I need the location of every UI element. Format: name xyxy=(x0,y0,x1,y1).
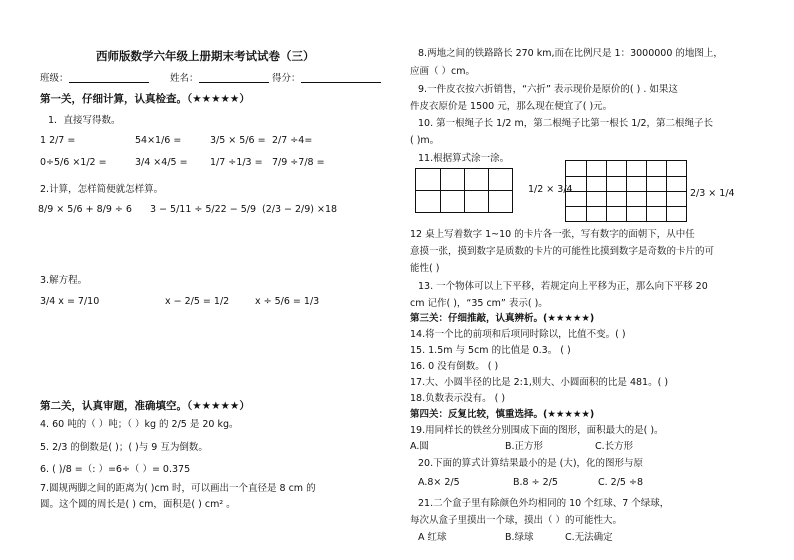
q11-expression-2: 2/3 × 1/4 xyxy=(690,188,735,199)
grid-divider xyxy=(566,176,686,177)
section-3-heading: 第三关：仔细推敲，认真辨析。(★★★★★) xyxy=(410,313,595,324)
q9-text-line-2: 件皮衣原价是 1500 元，那么现在便宜了( )元。 xyxy=(410,101,613,112)
q19-option-c: C.长方形 xyxy=(595,441,634,452)
q6-text: 6. ( )/8 =（: ）=6÷（ ）= 0.375 xyxy=(40,464,191,475)
tf-item-15: 15. 1.5m 与 5cm 的比值是 0.3。 ( ) xyxy=(410,345,571,356)
q2-label: 2.计算，怎样简便就怎样算。 xyxy=(40,184,164,195)
tf-item-17: 17.大、小圆半径的比是 2:1,则大、小圆面积的比是 481。( ) xyxy=(410,377,669,388)
q1-item-4: 2/7 ÷4= xyxy=(272,135,313,146)
q2-expr-1: 8/9 × 5/6 + 8/9 ÷ 6 xyxy=(38,204,132,215)
q7-text-line-2: 圆。这个圆的周长是( ) cm，面积是( ) cm² 。 xyxy=(40,499,236,510)
q8-text-line-2: 应画（ ）cm。 xyxy=(410,66,475,77)
q21-option-c: C.无法确定 xyxy=(565,532,613,543)
q21-text-line-2: 每次从盒子里摸出一个球，摸出（ ）的可能性大。 xyxy=(410,515,623,526)
name-field: 姓名： xyxy=(170,72,269,85)
q1-item-1: 1 2/7 = xyxy=(40,135,76,146)
q2-expr-3: (2/3 − 2/9) ×18 xyxy=(262,204,338,215)
q3-eq-2: x − 2/5 = 1/2 xyxy=(165,296,230,307)
section-4-heading: 第四关：反复比较，慎重选择。(★★★★★) xyxy=(410,409,595,420)
tf-item-14: 14.将一个比的前项和后项同时除以，比值不变。( ) xyxy=(410,329,626,340)
grid-divider xyxy=(566,191,686,192)
q1-item-8: 7/9 ÷7/8 = xyxy=(272,157,325,168)
q20-option-a: A.8× 2/5 xyxy=(418,477,460,488)
q13-text-line-1: 13. 一个物体可以上下平移，若规定向上平移为正，那么向下平移 20 xyxy=(418,281,708,292)
q8-text-line-1: 8.两地之间的铁路路长 270 km,而在比例尺是 1：3000000 的地图上， xyxy=(418,48,723,59)
q12-text-line-3: 能性( ) xyxy=(410,263,440,274)
q3-eq-3: x ÷ 5/6 = 1/3 xyxy=(255,296,320,307)
q20-option-b: B.8 ÷ 2/5 xyxy=(513,477,558,488)
grid-divider xyxy=(566,206,686,207)
q9-text-line-1: 9.一件皮衣按六折销售，“六折” 表示现价是原价的( ) . 如果这 xyxy=(418,84,678,95)
class-field: 班级： xyxy=(40,72,149,85)
q3-label: 3.解方程。 xyxy=(40,275,88,286)
q12-text-line-2: 意摸一张，摸到数字是质数的卡片的可能性比摸到数字是奇数的卡片的可 xyxy=(410,246,715,257)
q10-text-line-1: 10. 第一根绳子长 1/2 m，第二根绳子比第一根长 1/2，第二根绳子长 xyxy=(418,118,714,129)
q21-option-b: B.绿球 xyxy=(505,532,534,543)
section-2-heading: 第二关，认真审题，准确填空。（★★★★★） xyxy=(40,400,250,412)
q1-item-3: 3/5 × 5/6 = xyxy=(210,135,266,146)
shading-grid-2[interactable] xyxy=(565,160,687,222)
q1-label: 1．直接写得数。 xyxy=(48,115,121,126)
q3-eq-1: 3/4 x = 7/10 xyxy=(40,296,100,307)
q7-text-line-1: 7.圆规两脚之间的距离为( )cm 时，可以画出一个直径是 8 cm 的 xyxy=(40,483,316,494)
q1-item-5: 0÷5/6 ×1/2 = xyxy=(40,157,107,168)
q20-text: 20.下面的算式计算结果最小的是 (大)，化的图形与原 xyxy=(418,458,644,469)
tf-item-18: 18.负数表示没有。 ( ) xyxy=(410,393,506,404)
q19-option-a: A.圆 xyxy=(410,441,429,452)
page-title: 西师版数学六年级上册期末考试试卷（三） xyxy=(96,49,315,63)
q10-text-line-2: ( )m。 xyxy=(410,135,440,146)
q20-option-c: C. 2/5 ÷8 xyxy=(598,477,643,488)
tf-item-16: 16. 0 没有倒数。 ( ) xyxy=(410,361,499,372)
q11-text: 11.根据算式涂一涂。 xyxy=(418,153,510,164)
q12-text-line-1: 12 桌上写着数字 1~10 的卡片各一张，写有数字的面朝下，从中任 xyxy=(410,229,695,240)
score-field: 得分： xyxy=(272,72,381,85)
section-1-heading: 第一关，仔细计算，认真检查。（★★★★★） xyxy=(40,93,250,105)
q13-text-line-2: cm 记作( )，“35 cm” 表示( )。 xyxy=(410,298,548,309)
q2-expr-2: 3 − 5/11 ÷ 5/22 − 5/9 xyxy=(150,204,256,215)
q4-text: 4. 60 吨的（ ）吨；（ ）kg 的 2/5 是 20 kg。 xyxy=(40,419,239,430)
q21-text-line-1: 21.二个盒子里有除颜色外均相同的 10 个红球、7 个绿球， xyxy=(418,498,670,509)
q11-expression-1: 1/2 × 3/4 xyxy=(528,184,573,195)
q21-option-a: A 红球 xyxy=(418,532,447,543)
q1-item-6: 3/4 ×4/5 = xyxy=(135,157,188,168)
q19-option-b: B.正方形 xyxy=(505,441,544,452)
q1-item-7: 1/7 ÷1/3 = xyxy=(210,157,263,168)
q5-text: 5. 2/3 的倒数是( )；( )与 9 互为倒数。 xyxy=(40,442,208,453)
shading-grid-1[interactable] xyxy=(415,168,513,213)
grid-divider xyxy=(416,190,512,191)
q19-text: 19.用同样长的铁丝分别围成下面的图形，面积最大的是( )。 xyxy=(410,425,664,436)
q1-item-2: 54×1/6 = xyxy=(135,135,182,146)
